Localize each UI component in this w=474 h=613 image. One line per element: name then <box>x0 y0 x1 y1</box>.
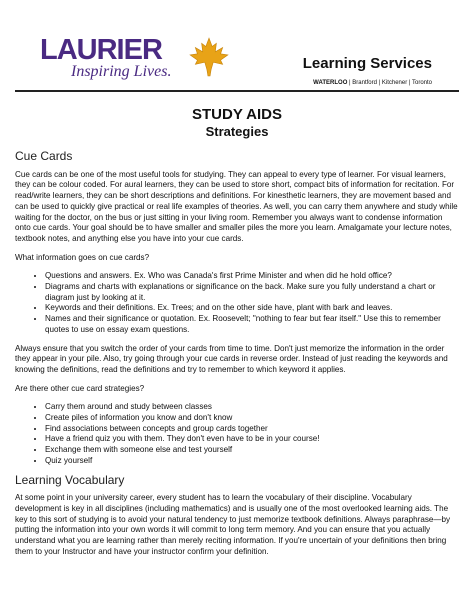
cue-cards-intro: Cue cards can be one of the most useful tools for studying. They can appeal to every type of learner. For visual learners, they can be colour coded. For aural learners, they can be used to store short, compact bits of information for recitation. For read/write learners, they can be short descriptions and definitions. For kinesthetic learners, they are movement based and can be used to quickly give practical or real life examples of theories. As well, you can carry them anywhere and study while waiting for the doctor, on the bus or just sitting in your living room. Remember you always want to condense information onto cue cards. Your goal should be to have smaller and smaller piles the more you learn. Amalgamate your lecture notes, textbook notes, and anything else you have into your cue cards. <box>15 169 458 243</box>
section-heading-cue-cards: Cue Cards <box>15 149 73 163</box>
list-item: • Diagrams and charts with explanations or significance on the back. Make sure you fully understand a chart or diagram just by looking at it. <box>45 282 460 303</box>
laurier-logo <box>40 36 200 86</box>
list-item: • Keywords and their definitions. Ex. Trees; and on the other side have, plant with bark and leaves. <box>45 303 460 314</box>
cue-card-content-list <box>15 271 460 335</box>
document-body <box>15 140 460 566</box>
document-subtitle: Strategies <box>205 124 269 139</box>
list-item: • Have a friend quiz you with them. They don't even have to be in your course! <box>45 434 460 445</box>
logo-tagline: Inspiring Lives. <box>71 63 172 80</box>
cue-cards-order-paragraph: Always ensure that you switch the order of your cards from time to time. Don't just memorize the information in the order they appear in your pile. Also, try going through your cue cards in reverse order. Instead of just reading the keywords and knowing the definitions, read the definitions and try to remember to which keyword it applies. <box>15 343 448 374</box>
logo-wordmark: LAURIER <box>40 34 162 66</box>
list-item: • Carry them around and study between classes <box>45 402 460 413</box>
list-item: • Create piles of information you know and don't know <box>45 413 460 424</box>
section-heading-vocabulary: Learning Vocabulary <box>15 472 125 487</box>
question-heading: What information goes on cue cards? <box>15 252 150 262</box>
maple-leaf-icon <box>188 36 230 78</box>
campus-primary: WATERLOO <box>313 80 348 86</box>
list-item: • Exchange them with someone else and test yourself <box>45 445 460 456</box>
list-item: • Quiz yourself <box>45 456 460 467</box>
list-item: • Names and their significance or quotation. Ex. Roosevelt; "nothing to fear but fear itself." Use this to remember quotes to use on essay exam questions. <box>45 314 460 335</box>
question-heading: Are there other cue card strategies? <box>15 383 145 393</box>
campus-list <box>313 80 432 86</box>
service-title: Learning Services <box>302 55 432 72</box>
campus-others: | Brantford | Kitchener | Toronto <box>347 80 432 86</box>
cue-card-strategies-list <box>15 402 460 466</box>
vocabulary-paragraph: At some point in your university career, every student has to learn the vocabulary of their discipline. Vocabulary development is key in all disciplines (including mathematics) and is usually one of the most overlooked learning aids. The key to this sort of studying is to avoid your natural tendency to just memorize textbook definitions. Always paraphrase—by putting the information into your own words it will commit to long term memory. And you can ensure that you actually understand what you are learning rather than merely reciting information. If you're uncertain of your definitions then bring them to your Instructor and have your instructor confirm your definition. <box>15 493 451 556</box>
list-item: • Questions and answers. Ex. Who was Canada's first Prime Minister and when did he hold office? <box>45 271 460 282</box>
header-divider <box>15 90 459 92</box>
list-item: • Find associations between concepts and group cards together <box>45 424 460 435</box>
document-title: STUDY AIDS <box>191 106 282 123</box>
